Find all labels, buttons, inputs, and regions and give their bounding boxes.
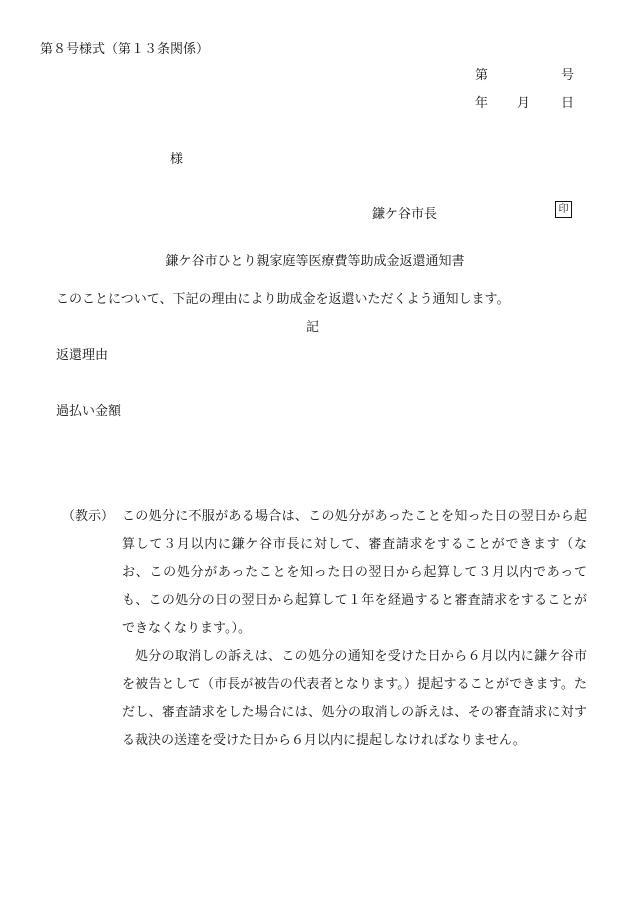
recipient-honorific: 様: [170, 152, 184, 167]
date-day-label: 日: [561, 96, 575, 111]
overpaid-amount-label: 過払い金額: [56, 404, 122, 419]
document-title: 鎌ケ谷市ひとり親家庭等医療費等助成金返還通知書: [165, 254, 465, 269]
date-year-label: 年: [475, 96, 489, 111]
intro-text: このことについて、下記の理由により助成金を返還いただくよう通知します。: [56, 292, 510, 307]
return-reason-label: 返還理由: [56, 348, 109, 363]
ki-heading: 記: [306, 320, 320, 335]
issuer-title: 鎌ケ谷市長: [372, 207, 438, 222]
document-number-prefix: 第: [475, 68, 489, 83]
document-number-suffix: 号: [561, 68, 575, 83]
seal-stamp-mark: 印: [555, 201, 572, 218]
notice-body: [122, 503, 587, 643]
notice-paragraph-1: この処分に不服がある場合は、この処分があったことを知った日の翌日から起算して３月以内に鎌ケ谷市長に対して、審査請求をすることができます（なお、この処分があったことを知った日の翌日から起算して３月以内であっても、この処分の日の翌日から起算して１年を経過すると審査請求をすることができなくなります。）。: [122, 509, 587, 636]
notice-block: [62, 503, 587, 755]
notice-paragraph-2: 処分の取消しの訴えは、この処分の通知を受けた日から６月以内に鎌ケ谷市を被告として（市長が被告の代表者となります。）提起することができます。ただし、審査請求をした場合には、処分の取消しの訴えは、その審査請求に対する裁決の送達を受けた日から６月以内に提起しなければなりません。: [122, 649, 587, 748]
form-number: 第８号様式（第１３条関係）: [40, 42, 210, 57]
notice-label: （教示）: [62, 509, 115, 524]
date-month-label: 月: [517, 96, 531, 111]
